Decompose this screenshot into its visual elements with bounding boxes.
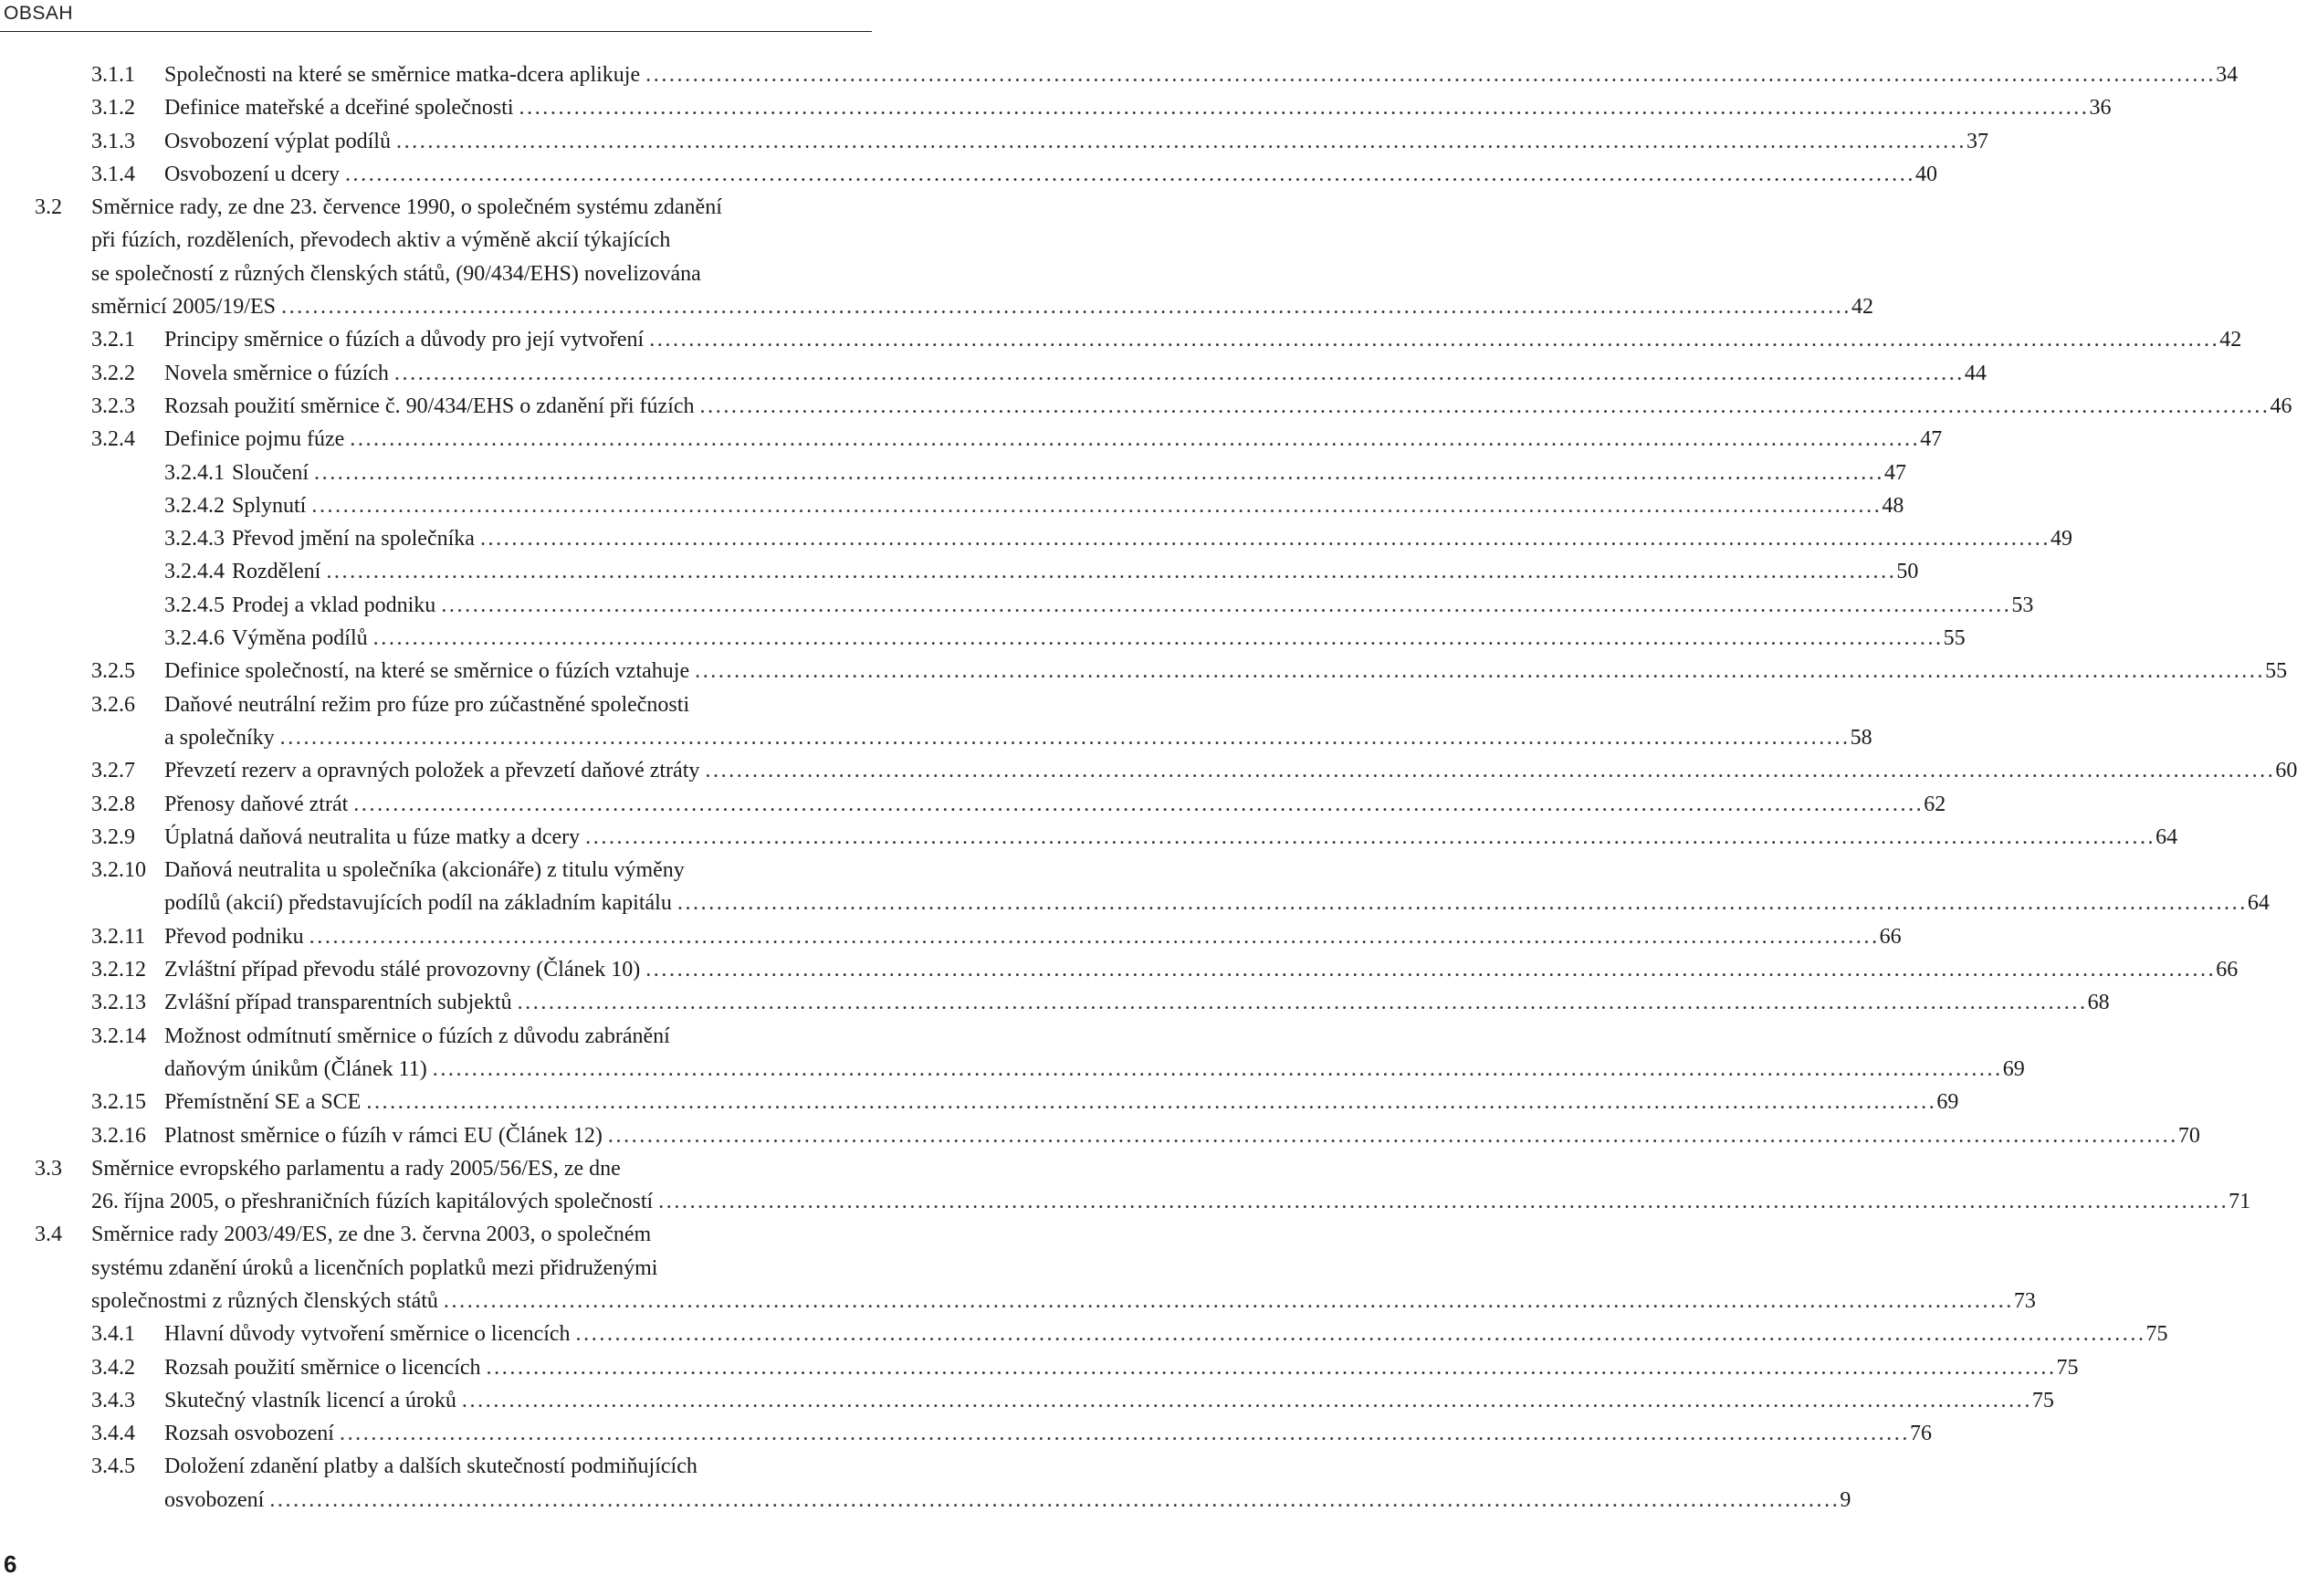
toc-page-number: 69: [2002, 1056, 2025, 1081]
toc-entry[interactable]: [0, 1020, 2025, 1087]
toc-entry[interactable]: [0, 522, 2072, 555]
toc-entry-number: 3.2.14: [91, 1024, 146, 1048]
header-title: OBSAH: [4, 3, 74, 24]
dot-leader: ........................................................................................................................................................................................................: [658, 1190, 2229, 1214]
toc-entry-title: osvobození: [164, 1487, 265, 1512]
toc-entry-title: Převod podniku: [164, 924, 304, 949]
toc-entry-title: Přemístnění SE a SCE: [164, 1090, 362, 1115]
toc-page-number: 62: [1924, 792, 1946, 816]
toc-entry-title: Daňová neutralita u společníka (akcionáře) z titulu výměny: [164, 858, 685, 883]
toc-line: [0, 788, 1946, 821]
table-of-contents: [0, 58, 2297, 1517]
toc-entry-title: Možnost odmítnutí směrnice o fúzích z důvodu zabránění: [164, 1024, 670, 1048]
toc-entry-title: Principy směrnice o fúzích a důvody pro její vytvoření: [164, 328, 645, 352]
dot-leader: ........................................................................................................................................................................................................: [393, 361, 1965, 385]
toc-entry-title: společnostmi z různých členských států: [91, 1288, 438, 1313]
toc-line: [0, 655, 2288, 688]
toc-entry-number: 3.2.5: [91, 659, 135, 684]
dot-leader: ........................................................................................................................................................................................................: [443, 1288, 2014, 1313]
dot-leader: ........................................................................................................................................................................................................: [344, 162, 1915, 186]
toc-line: [0, 91, 2112, 124]
toc-page-number: 76: [1909, 1422, 1932, 1446]
toc-entry-title: Přenosy daňové ztrát: [164, 792, 349, 816]
dot-leader: ........................................................................................................................................................................................................: [339, 1422, 1910, 1446]
dot-leader: ........................................................................................................................................................................................................: [366, 1090, 1937, 1115]
toc-entry-number: 3.2.16: [91, 1123, 146, 1148]
toc-entry-title: 26. října 2005, o přeshraničních fúzích kapitálových společností: [91, 1190, 654, 1214]
toc-entry-number: 3.2: [35, 195, 62, 220]
toc-page-number: 68: [2087, 991, 2110, 1015]
toc-entry[interactable]: [0, 489, 1904, 522]
toc-line: [0, 489, 1904, 522]
toc-line: [0, 125, 1988, 158]
toc-entry-title: Převod jmění na společníka: [232, 527, 475, 551]
toc-line: [0, 423, 1943, 456]
toc-page-number: 53: [2011, 593, 2034, 617]
toc-page-number: 75: [2056, 1355, 2079, 1380]
dot-leader: ........................................................................................................................................................................................................: [575, 1322, 2146, 1347]
toc-line: [0, 1086, 1959, 1118]
toc-line: [0, 555, 1919, 588]
toc-entry-title: Platnost směrnice o fúzíh v rámci EU (Článek 12): [164, 1123, 603, 1148]
toc-entry-title: Zvláštní případ převodu stálé provozovny (Článek 10): [164, 958, 641, 982]
toc-line: [0, 589, 2034, 622]
toc-line: [0, 1185, 2251, 1218]
toc-entry-number: 3.1.2: [91, 96, 135, 121]
toc-entry-title: Směrnice evropského parlamentu a rady 2005/56/ES, ze dne: [91, 1156, 621, 1181]
dot-leader: ........................................................................................................................................................................................................: [479, 527, 2051, 551]
toc-entry[interactable]: [0, 821, 2178, 854]
toc-line: [0, 721, 1872, 754]
toc-entry-number: 3.1.1: [91, 63, 135, 87]
toc-entry-title: Daňové neutrální režim pro fúze pro zúčastněné společnosti: [164, 692, 690, 717]
toc-line: [0, 1351, 2079, 1384]
toc-line: [0, 622, 1966, 655]
toc-entry-title: Společnosti na které se směrnice matka-dcera aplikuje: [164, 63, 641, 87]
toc-page-number: 73: [2013, 1288, 2036, 1313]
dot-leader: ........................................................................................................................................................................................................: [607, 1123, 2178, 1148]
toc-entry-title: Rozsah použití směrnice č. 90/434/EHS o zdanění při fúzích: [164, 394, 695, 418]
toc-line: [0, 920, 1902, 953]
toc-entry-number: 3.2.4: [91, 427, 135, 452]
toc-line: [0, 688, 876, 721]
toc-page-number: 75: [2031, 1388, 2054, 1412]
toc-entry-title: Definice mateřské a dceřiné společnosti: [164, 96, 514, 121]
toc-entry-number: 3.2.9: [91, 824, 135, 849]
toc-entry-title: Hlavní důvody vytvoření směrnice o licencích: [164, 1322, 571, 1347]
dot-leader: ........................................................................................................................................................................................................: [461, 1388, 2032, 1412]
toc-entry-title: Úplatná daňová neutralita u fúze matky a dcery: [164, 824, 581, 849]
toc-line: [0, 1152, 876, 1185]
toc-entry-title: Splynutí: [232, 493, 307, 518]
toc-entry-title: Rozdělení: [232, 560, 321, 584]
toc-entry-number: 3.2.4.4: [164, 560, 225, 584]
toc-entry[interactable]: [0, 1318, 2168, 1350]
toc-page-number: 70: [2177, 1123, 2200, 1148]
toc-entry-title: směrnicí 2005/19/ES: [91, 295, 276, 320]
toc-entry-title: Osvobození u dcery: [164, 162, 340, 186]
toc-entry-title: Prodej a vklad podniku: [232, 593, 436, 617]
toc-entry-title: Směrnice rady 2003/49/ES, ze dne 3. června 2003, o společném: [91, 1223, 652, 1247]
toc-entry-number: 3.4.1: [91, 1322, 135, 1347]
dot-leader: ........................................................................................................................................................................................................: [372, 626, 1944, 651]
toc-page-number: 42: [2219, 328, 2242, 352]
toc-page-number: 37: [1966, 129, 1988, 153]
toc-entry[interactable]: [0, 1351, 2079, 1384]
toc-entry[interactable]: [0, 158, 1937, 191]
toc-page-number: 9: [1840, 1487, 1851, 1512]
toc-page-number: 55: [2265, 659, 2288, 684]
toc-entry-title: systému zdanění úroků a licenčních poplatků mezi přidruženými: [91, 1255, 658, 1280]
toc-entry-title: daňovým únikům (Článek 11): [164, 1056, 427, 1081]
toc-entry-title: Převzetí rezerv a opravných položek a převzetí daňové ztráty: [164, 759, 700, 783]
toc-entry-title: Doložení zdanění platby a dalších skutečností podmiňujících: [164, 1454, 697, 1479]
toc-line: [0, 224, 876, 257]
toc-entry-number: 3.4.5: [91, 1454, 135, 1479]
toc-entry-title: Novela směrnice o fúzích: [164, 361, 389, 385]
toc-line: [0, 1252, 876, 1285]
toc-page-number: 66: [1879, 924, 1902, 949]
dot-leader: ........................................................................................................................................................................................................: [314, 460, 1884, 485]
toc-line: [0, 821, 2178, 854]
toc-entry-title: Výměna podílů: [232, 626, 368, 651]
toc-entry[interactable]: [0, 953, 2239, 986]
toc-entry-title: Sloučení: [232, 460, 309, 485]
toc-page-number: 55: [1943, 626, 1966, 651]
toc-line: [0, 290, 1873, 323]
toc-entry-number: 3.3: [35, 1156, 62, 1181]
toc-entry-number: 3.2.2: [91, 361, 135, 385]
toc-page-number: 44: [1964, 361, 1987, 385]
toc-entry-title: Definice pojmu fúze: [164, 427, 345, 452]
toc-page-number: 36: [2089, 96, 2112, 121]
toc-line: [0, 390, 2292, 423]
toc-entry[interactable]: [0, 58, 2239, 91]
toc-entry[interactable]: [0, 589, 2034, 622]
header-divider: [0, 31, 872, 32]
toc-line: [0, 257, 876, 290]
dot-leader: ........................................................................................................................................................................................................: [585, 824, 2156, 849]
toc-line: [0, 953, 2239, 986]
toc-page-number: 58: [1850, 725, 1872, 750]
toc-page-number: 64: [2155, 824, 2178, 849]
dot-leader: ........................................................................................................................................................................................................: [517, 991, 2088, 1015]
toc-line: [0, 1218, 876, 1251]
toc-entry[interactable]: [0, 125, 1988, 158]
toc-entry-title: podílů (akcií) představujících podíl na základním kapitálu: [164, 891, 672, 916]
toc-entry[interactable]: [0, 1450, 1851, 1517]
toc-line: [0, 158, 1937, 191]
dot-leader: ........................................................................................................................................................................................................: [705, 759, 2276, 783]
dot-leader: ........................................................................................................................................................................................................: [677, 891, 2248, 916]
toc-page-number: 71: [2229, 1190, 2251, 1214]
toc-line: [0, 191, 876, 224]
toc-line: [0, 1384, 2054, 1417]
toc-entry[interactable]: [0, 1152, 2251, 1219]
toc-line: [0, 1020, 876, 1053]
toc-entry-number: 3.2.4.2: [164, 493, 225, 518]
toc-entry[interactable]: [0, 754, 2297, 787]
toc-page-number: 60: [2275, 759, 2297, 783]
toc-entry[interactable]: [0, 655, 2288, 688]
toc-entry[interactable]: [0, 1119, 2200, 1152]
dot-leader: ........................................................................................................................................................................................................: [432, 1056, 2003, 1081]
toc-entry[interactable]: [0, 555, 1919, 588]
toc-entry[interactable]: [0, 1086, 1959, 1118]
toc-page-number: 34: [2216, 63, 2239, 87]
dot-leader: ........................................................................................................................................................................................................: [486, 1355, 2057, 1380]
toc-line: [0, 1285, 2036, 1318]
toc-entry-number: 3.2.1: [91, 328, 135, 352]
dot-leader: ........................................................................................................................................................................................................: [280, 295, 1851, 320]
toc-entry-number: 3.1.4: [91, 162, 135, 186]
toc-entry[interactable]: [0, 986, 2110, 1019]
toc-line: [0, 323, 2242, 356]
toc-entry[interactable]: [0, 91, 2112, 124]
toc-entry[interactable]: [0, 191, 1873, 323]
dot-leader: ........................................................................................................................................................................................................: [311, 493, 1883, 518]
toc-entry-number: 3.2.4.1: [164, 460, 225, 485]
toc-entry-number: 3.4: [35, 1223, 62, 1247]
dot-leader: ........................................................................................................................................................................................................: [441, 593, 2012, 617]
toc-entry-title: Rozsah osvobození: [164, 1422, 334, 1446]
toc-entry-number: 3.2.15: [91, 1090, 146, 1115]
page-number: 6: [4, 1550, 17, 1578]
toc-page-number: 64: [2247, 891, 2270, 916]
toc-entry[interactable]: [0, 423, 1943, 456]
dot-leader: ........................................................................................................................................................................................................: [645, 958, 2217, 982]
toc-entry[interactable]: [0, 688, 1872, 755]
toc-line: [0, 58, 2239, 91]
toc-entry[interactable]: [0, 323, 2242, 356]
toc-entry-title: Rozsah použití směrnice o licencích: [164, 1355, 481, 1380]
dot-leader: ........................................................................................................................................................................................................: [645, 63, 2217, 87]
toc-page-number: 47: [1884, 460, 1906, 485]
toc-entry-number: 3.4.4: [91, 1422, 135, 1446]
toc-entry[interactable]: [0, 357, 1987, 390]
toc-page-number: 50: [1896, 560, 1919, 584]
toc-line: [0, 357, 1987, 390]
toc-entry-number: 3.2.4.6: [164, 626, 225, 651]
toc-line: [0, 887, 2270, 919]
toc-entry-number: 3.2.4.3: [164, 527, 225, 551]
toc-entry-number: 3.2.3: [91, 394, 135, 418]
toc-entry[interactable]: [0, 1417, 1932, 1450]
dot-leader: ........................................................................................................................................................................................................: [326, 560, 1897, 584]
toc-page-number: 46: [2270, 394, 2292, 418]
toc-entry-number: 3.4.3: [91, 1388, 135, 1412]
toc-entry[interactable]: [0, 457, 1906, 489]
toc-entry-number: 3.2.10: [91, 858, 146, 883]
toc-entry[interactable]: [0, 854, 2270, 920]
dot-leader: ........................................................................................................................................................................................................: [519, 96, 2090, 121]
toc-entry-number: 3.2.12: [91, 958, 146, 982]
dot-leader: ........................................................................................................................................................................................................: [649, 328, 2220, 352]
toc-entry[interactable]: [0, 788, 1946, 821]
toc-entry[interactable]: [0, 622, 1966, 655]
toc-line: [0, 754, 2297, 787]
dot-leader: ........................................................................................................................................................................................................: [269, 1487, 1841, 1512]
toc-page-number: 40: [1914, 162, 1937, 186]
dot-leader: ........................................................................................................................................................................................................: [309, 924, 1880, 949]
dot-leader: ........................................................................................................................................................................................................: [395, 129, 1967, 153]
toc-page-number: 48: [1882, 493, 1904, 518]
toc-page-number: 42: [1851, 295, 1873, 320]
toc-entry-title: Zvlášní případ transparentních subjektů: [164, 991, 512, 1015]
toc-page-number: 47: [1920, 427, 1943, 452]
toc-line: [0, 457, 1906, 489]
toc-entry-number: 3.2.13: [91, 991, 146, 1015]
toc-entry-number: 3.2.4.5: [164, 593, 225, 617]
toc-entry[interactable]: [0, 1384, 2054, 1417]
toc-line: [0, 1484, 1851, 1517]
toc-line: [0, 1450, 876, 1483]
dot-leader: ........................................................................................................................................................................................................: [350, 427, 1921, 452]
toc-entry-number: 3.1.3: [91, 129, 135, 153]
toc-entry-number: 3.2.8: [91, 792, 135, 816]
toc-line: [0, 1318, 2168, 1350]
dot-leader: ........................................................................................................................................................................................................: [699, 394, 2271, 418]
toc-entry[interactable]: [0, 920, 1902, 953]
toc-line: [0, 986, 2110, 1019]
toc-entry-title: Osvobození výplat podílů: [164, 129, 391, 153]
toc-entry-title: při fúzích, rozděleních, převodech aktiv a výměně akcií týkajících: [91, 228, 671, 253]
dot-leader: ........................................................................................................................................................................................................: [695, 659, 2266, 684]
toc-entry-title: Směrnice rady, ze dne 23. července 1990, o společném systému zdanění: [91, 195, 722, 220]
dot-leader: ........................................................................................................................................................................................................: [353, 792, 1925, 816]
toc-entry-number: 3.2.11: [91, 924, 146, 949]
toc-entry[interactable]: [0, 390, 2292, 423]
toc-entry[interactable]: [0, 1218, 2036, 1318]
toc-page-number: 49: [2050, 527, 2072, 551]
toc-entry-number: 3.2.6: [91, 692, 135, 717]
dot-leader: ........................................................................................................................................................................................................: [279, 725, 1851, 750]
toc-entry-title: Skutečný vlastník licencí a úroků: [164, 1388, 456, 1412]
toc-entry-title: se společností z různých členských států, (90/434/EHS) novelizována: [91, 261, 701, 286]
toc-page-number: 69: [1936, 1090, 1959, 1115]
toc-line: [0, 522, 2072, 555]
toc-entry-title: a společníky: [164, 725, 275, 750]
toc-line: [0, 1119, 2200, 1152]
toc-line: [0, 1417, 1932, 1450]
toc-entry-number: 3.4.2: [91, 1355, 135, 1380]
toc-line: [0, 1053, 2025, 1086]
toc-page-number: 75: [2145, 1322, 2168, 1347]
toc-entry-number: 3.2.7: [91, 759, 135, 783]
toc-line: [0, 854, 876, 887]
toc-page-number: 66: [2216, 958, 2239, 982]
toc-entry-title: Definice společností, na které se směrnice o fúzích vztahuje: [164, 659, 690, 684]
